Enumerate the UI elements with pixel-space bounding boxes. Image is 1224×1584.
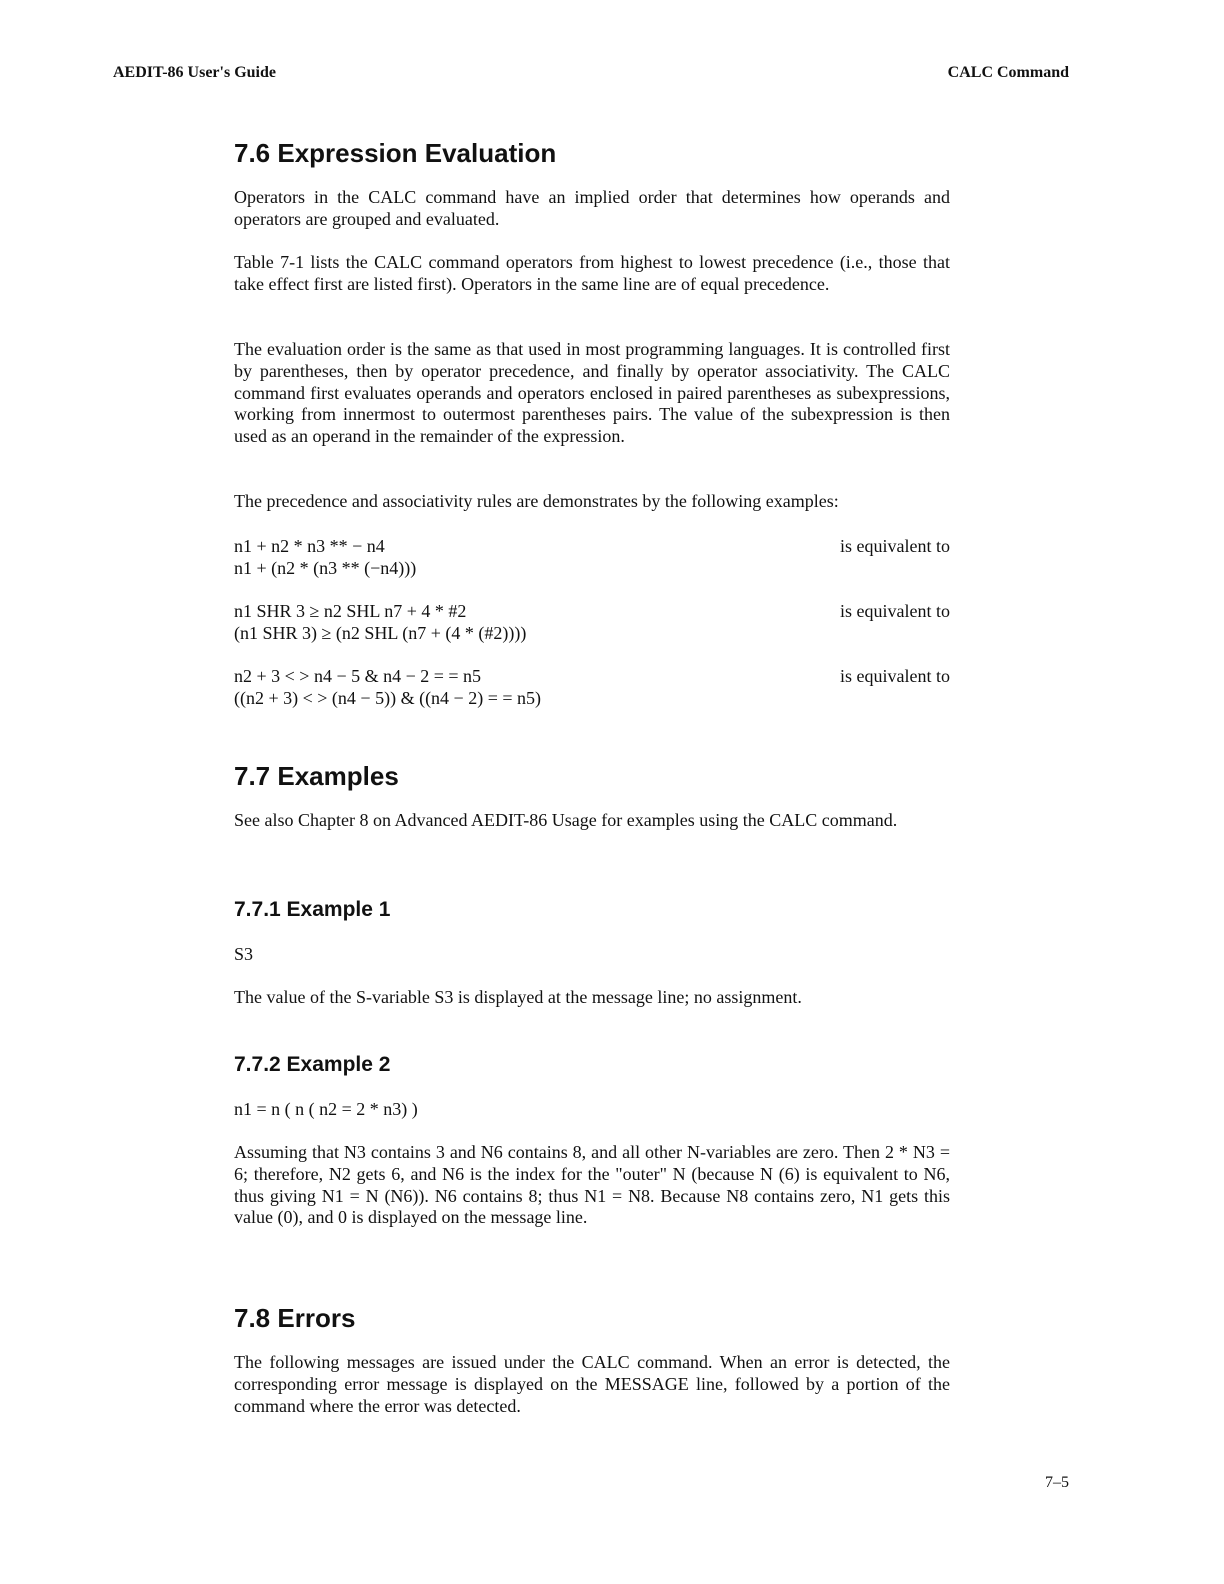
example-expression: n1 SHR 3 ≥ n2 SHL n7 + 4 * #2 bbox=[234, 601, 467, 621]
section-7-6-para-2: Table 7-1 lists the CALC command operators from highest to lowest precedence (i.e., those that take effect first are listed first). Operators in the same line are of equal precedence. bbox=[234, 252, 950, 294]
section-7-8-para-1: The following messages are issued under the CALC command. When an error is detected, the corresponding error message is displayed on the MESSAGE line, followed by a portion of the command where the error was detected. bbox=[234, 1352, 950, 1416]
example-equivalent: (n1 SHR 3) ≥ (n2 SHL (n7 + (4 * (#2)))) bbox=[234, 623, 527, 643]
example-equivalent: n1 + (n2 * (n3 ** (−n4))) bbox=[234, 558, 417, 578]
equivalence-label: is equivalent to bbox=[840, 666, 950, 686]
example-2-code: n1 = n ( n ( n2 = 2 * n3) ) bbox=[234, 1099, 418, 1119]
equivalence-label: is equivalent to bbox=[840, 536, 950, 556]
precedence-example-1 bbox=[234, 535, 950, 579]
section-7-7-2-para-1: Assuming that N3 contains 3 and N6 contains 8, and all other N-variables are zero. Then 2 * N3 = 6; therefore, N2 gets 6, and N6 is the index for the "outer" N (because N (6) is equivalent to N6, thus giving N1 = N (N6)). N6 contains 8; thus N1 = N8. Because N8 contains zero, N1 gets this value (0), and 0 is displayed on the message line. bbox=[234, 1142, 950, 1228]
section-7-8-heading: 7.8 Errors bbox=[234, 1303, 356, 1333]
page-number: 7–5 bbox=[1045, 1474, 1069, 1491]
section-7-7-heading: 7.7 Examples bbox=[234, 761, 399, 791]
equivalence-label: is equivalent to bbox=[840, 601, 950, 621]
section-7-7-para-1: See also Chapter 8 on Advanced AEDIT-86 Usage for examples using the CALC command. bbox=[234, 810, 898, 830]
precedence-example-3 bbox=[234, 665, 950, 709]
section-7-6-heading: 7.6 Expression Evaluation bbox=[234, 138, 557, 168]
example-equivalent: ((n2 + 3) < > (n4 − 5)) & ((n4 − 2) = = n5) bbox=[234, 688, 542, 708]
section-7-6-para-3: The evaluation order is the same as that used in most programming languages. It is controlled first by parentheses, then by operator precedence, and finally by operator associativity. The CALC command first evaluates operands and operators enclosed in paired parentheses as subexpressions, working from innermost to outermost parentheses pairs. The value of the subexpression is then used as an operand in the remainder of the expression. bbox=[234, 339, 950, 447]
section-7-7-1-heading: 7.7.1 Example 1 bbox=[234, 898, 391, 921]
section-7-6-para-1: Operators in the CALC command have an implied order that determines how operands and operators are grouped and evaluated. bbox=[234, 187, 950, 229]
example-1-code: S3 bbox=[234, 944, 254, 964]
precedence-example-2 bbox=[234, 600, 950, 644]
example-expression: n1 + n2 * n3 ** − n4 bbox=[234, 536, 385, 556]
example-expression: n2 + 3 < > n4 − 5 & n4 − 2 = = n5 bbox=[234, 666, 482, 686]
section-7-7-2-heading: 7.7.2 Example 2 bbox=[234, 1053, 391, 1076]
section-7-7-1-para-1: The value of the S-variable S3 is displayed at the message line; no assignment. bbox=[234, 987, 802, 1007]
running-header-left: AEDIT-86 User's Guide bbox=[113, 64, 276, 81]
section-7-6-para-4: The precedence and associativity rules are demonstrates by the following examples: bbox=[234, 491, 839, 511]
running-header-right: CALC Command bbox=[947, 64, 1069, 81]
